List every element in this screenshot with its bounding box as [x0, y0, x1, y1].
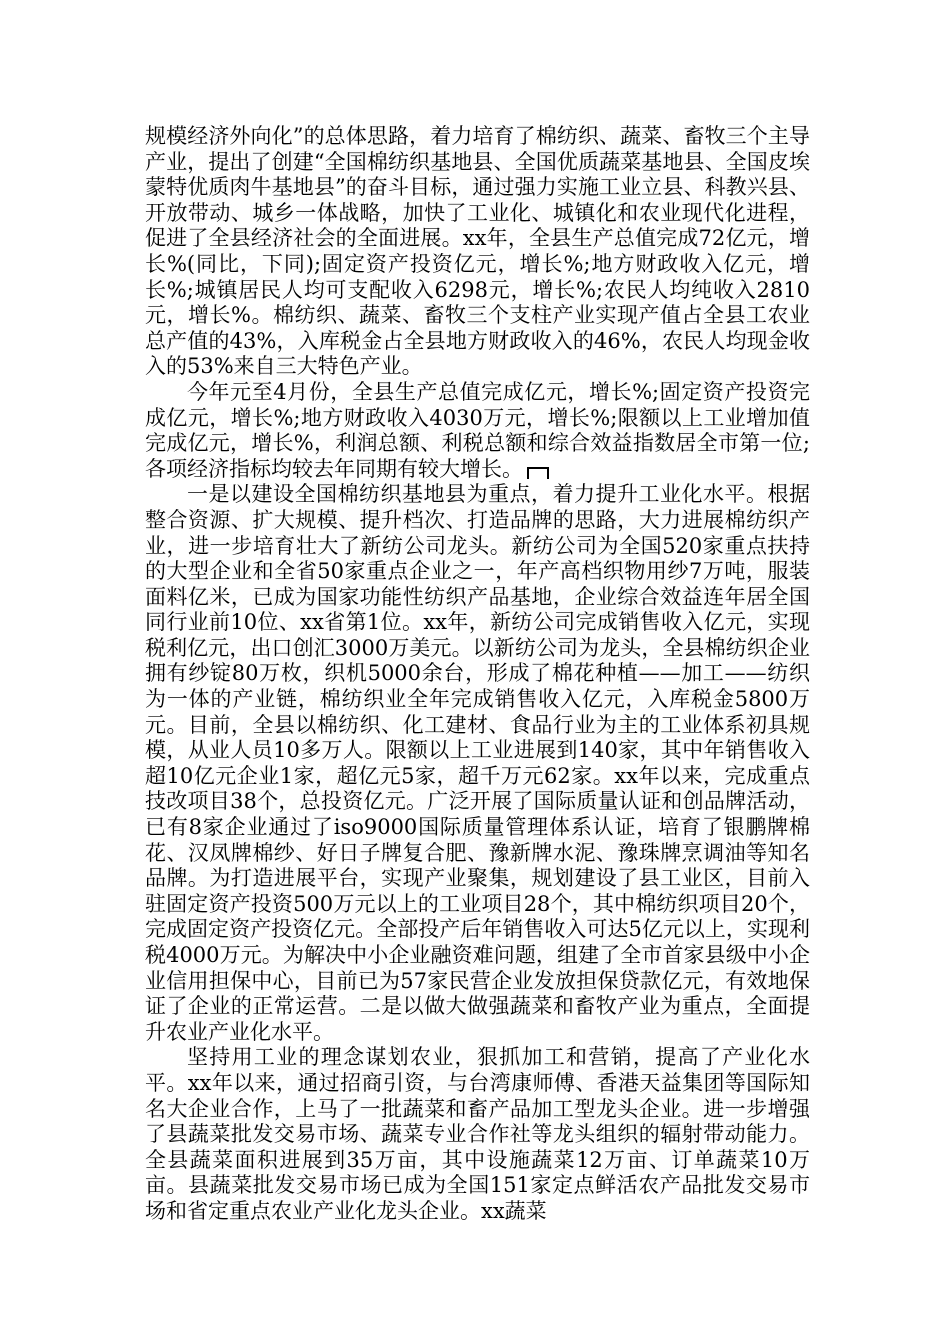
document-body: [145, 124, 810, 1225]
paragraph-2: [145, 380, 810, 482]
bracket-mark-icon: [527, 467, 549, 479]
paragraph-2-text: 今年元至4月份，全县生产总值完成亿元，增长%;固定资产投资完成亿元，增长%;地方财政收入4030万元，增长%;限额以上工业增加值完成亿元，增长%，利润总额、利税总额和综合效益指数居全市第一位;各项经济指标均较去年同期有较大增长。: [145, 379, 810, 481]
paragraph-4: 坚持用工业的理念谋划农业，狠抓加工和营销，提高了产业化水平。xx年以来，通过招商引资，与台湾康师傅、香港天益集团等国际知名大企业合作，上马了一批蔬菜和畜产品加工型龙头企业。进一步增强了县蔬菜批发交易市场、蔬菜专业合作社等龙头组织的辐射带动能力。全县蔬菜面积进展到35万亩，其中设施蔬菜12万亩、订单蔬菜10万亩。县蔬菜批发交易市场已成为全国151家定点鲜活农产品批发交易市场和省定重点农业产业化龙头企业。xx蔬菜: [145, 1045, 810, 1223]
paragraph-3: 一是以建设全国棉纺织基地县为重点，着力提升工业化水平。根据整合资源、扩大规模、提升档次、打造品牌的思路，大力进展棉纺织产业，进一步培育壮大了新纺公司龙头。新纺公司为全国520家重点扶持的大型企业和全省50家重点企业之一，年产高档织物用纱7万吨，服装面料亿米，已成为国家功能性纺织产品基地，企业综合效益连年居全国同行业前10位、xx省第1位。xx年，新纺公司完成销售收入亿元，实现税利亿元，出口创汇3000万美元。以新纺公司为龙头，全县棉纺织企业拥有纱锭80万枚，织机5000余台，形成了棉花种植——加工——纺织为一体的产业链，棉纺织业全年完成销售收入亿元，入库税金5800万元。目前，全县以棉纺织、化工建材、食品行业为主的工业体系初具规模，从业人员10多万人。限额以上工业进展到140家，其中年销售收入超10亿元企业1家，超亿元5家，超千万元62家。xx年以来，完成重点技改项目38个，总投资亿元。广泛开展了国际质量认证和创品牌活动，已有8家企业通过了iso9000国际质量管理体系认证，培育了银鹏牌棉花、汉凤牌棉纱、好日子牌复合肥、豫新牌水泥、豫珠牌烹调油等知名品牌。为打造进展平台，实现产业聚集，规划建设了县工业区，目前入驻固定资产投资500万元以上的工业项目28个，其中棉纺织项目20个，完成固定资产投资亿元。全部投产后年销售收入可达5亿元以上，实现利税4000万元。为解决中小企业融资难问题，组建了全市首家县级中小企业信用担保中心，目前已为57家民营企业发放担保贷款亿元，有效地保证了企业的正常运营。二是以做大做强蔬菜和畜牧产业为重点，全面提升农业产业化水平。: [145, 482, 810, 1044]
paragraph-1: 规模经济外向化”的总体思路，着力培育了棉纺织、蔬菜、畜牧三个主导产业，提出了创建“全国棉纺织基地县、全国优质蔬菜基地县、全国皮埃蒙特优质肉牛基地县”的奋斗目标，通过强力实施工业立县、科教兴县、开放带动、城乡一体战略，加快了工业化、城镇化和农业现代化进程，促进了全县经济社会的全面进展。xx年，全县生产总值完成72亿元，增长%(同比，下同);固定资产投资亿元，增长%;地方财政收入亿元，增长%;城镇居民人均可支配收入6298元，增长%;农民人均纯收入2810元，增长%。棉纺织、蔬菜、畜牧三个支柱产业实现产值占全县工农业总产值的43%，入库税金占全县地方财政收入的46%，农民人均现金收入的53%来自三大特色产业。: [145, 124, 810, 379]
